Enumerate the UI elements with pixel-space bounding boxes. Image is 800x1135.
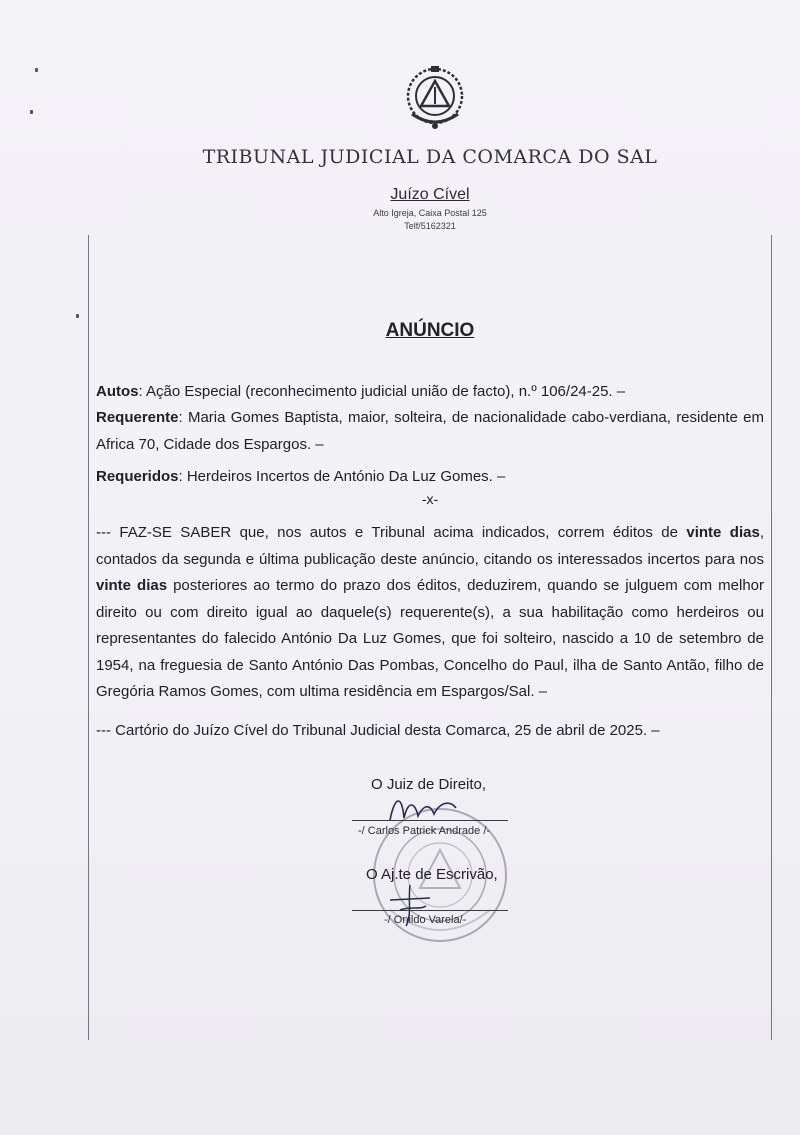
phone-line: Telf/5162321: [404, 221, 456, 231]
paper-speck: [76, 314, 79, 318]
judge-name: -/ Carlos Patrick Andrade /-: [358, 825, 491, 837]
requeridos-paragraph: [96, 464, 764, 491]
notice-text: posteriores ao termo do prazo dos éditos, deduzirem, quando se julguem com melhor direito ou com direito igual ao daquele(s) requerente(s), a sua habilitação como herdeiros ou representantes do falecido António Da Luz Gomes, que foi solteiro, nascido a 10 de setembro de 1954, na freguesia de Santo António Das Pombas, Concelho do Paul, ilha de Santo Antão, filho de Gregória Ramos Gomes, com ultima residência em Espargos/Sal. –: [96, 577, 764, 700]
address-line: Alto Igreja, Caixa Postal 125: [373, 208, 487, 218]
left-margin-line: [88, 235, 89, 1040]
requerente-label: Requerente: [96, 409, 179, 426]
coat-of-arms-icon: [398, 64, 472, 134]
paper-speck: [30, 110, 33, 114]
notice-bold: vinte dias: [96, 577, 168, 594]
section-separator: -x-: [421, 491, 439, 507]
notice-text: --- FAZ-SE SABER que, nos autos e Tribunal acima indicados, correm éditos de: [96, 524, 687, 541]
notice-bold: vinte dias: [686, 524, 760, 541]
judge-label: O Juiz de Direito,: [371, 776, 487, 793]
document-title: ANÚNCIO: [385, 320, 475, 341]
clerk-signature-line: [352, 910, 508, 911]
requeridos-label: Requeridos: [96, 468, 179, 485]
right-margin-line: [771, 235, 772, 1040]
handwritten-signature-icon: [360, 790, 480, 830]
court-name: TRIBUNAL JUDICIAL DA COMARCA DO SAL: [202, 146, 658, 168]
closing-paragraph: --- Cartório do Juízo Cível do Tribunal Judicial desta Comarca, 25 de abril de 2025. –: [96, 722, 660, 739]
notice-text: , contados da segunda e última publicação deste anúncio, citando os interessados incertos para nos: [96, 524, 764, 568]
clerk-name: -/ Onildo Varela/-: [384, 914, 467, 926]
requerente-text: : Maria Gomes Baptista, maior, solteira, de nacionalidade cabo-verdiana, residente em Africa 70, Cidade dos Espargos. –: [96, 409, 764, 453]
paper-speck: [35, 68, 38, 72]
autos-label: Autos: [96, 383, 139, 400]
requerente-paragraph: [96, 405, 764, 458]
clerk-label: O Aj.te de Escrivão,: [366, 866, 498, 883]
judge-signature-line: [352, 820, 508, 821]
autos-text: : Ação Especial (reconhecimento judicial união de facto), n.º 106/24-25. –: [138, 383, 626, 400]
division-name: Juízo Cível: [390, 186, 470, 203]
requeridos-text: : Herdeiros Incertos de António Da Luz Gomes. –: [178, 468, 506, 485]
notice-paragraph: [96, 520, 764, 706]
autos-paragraph: [96, 379, 764, 406]
